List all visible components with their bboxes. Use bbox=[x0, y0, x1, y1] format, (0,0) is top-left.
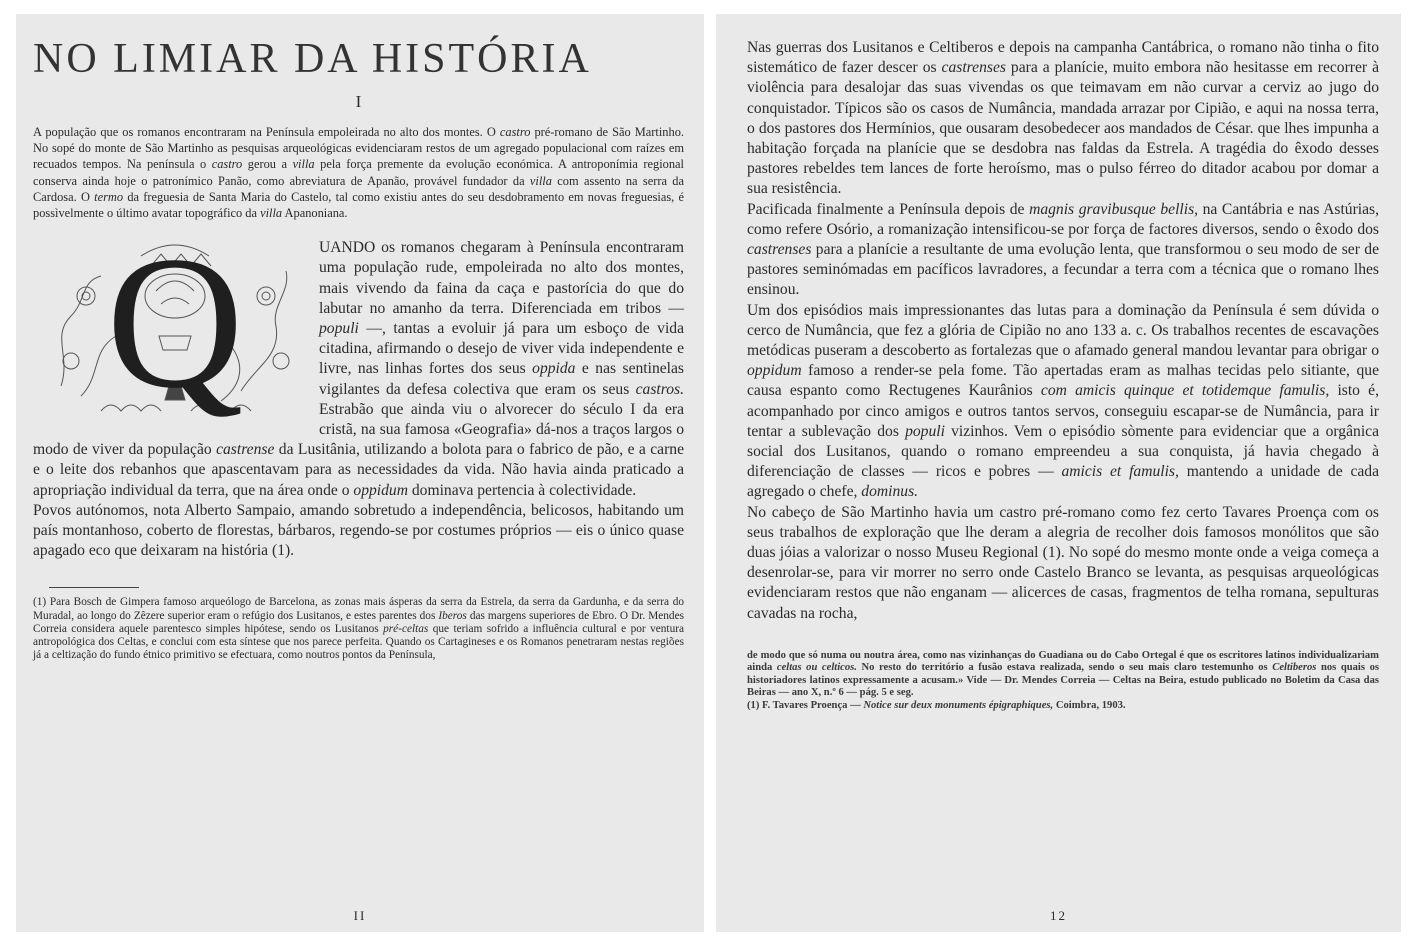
footnote-rule bbox=[49, 587, 139, 588]
footnote-continuation: de modo que só numa ou noutra área, como nas vizinhanças do Guadiana ou do Cabo Ortegal é que os escritores latinos individualizariam ainda celtas ou celticos. No resto do território a fusão estava realizada, sendo o seu mais claro testemunho os Celtiberos nos quais os historiadores latinos expressamente a acusam.» Vide — Dr. Mendes Correia — Celtas na Beira, estudo publicado no Boletim da Casa das Beiras — ano X, n.º 6 — pág. 5 e seg. bbox=[747, 649, 1379, 699]
footnote-1: (1) Para Bosch de Gimpera famoso arqueólogo de Barcelona, as zonas mais ásperas da serra da Estrela, da serra da Gardunha, e da serra do Muradal, ao longo do Zêzere superior eram o refúgio dos Lusitanos, e estes parentes dos Iberos das margens superiores de Ebro. O Dr. Mendes Correia considera aquele parentesco simples hipótese, sendo os Lusitanos pré-celtas que teriam sofrido a influência cultural e por ventura antropológica dos Celtas, e conclui com esta síntese que nos parece perfeita. Quando os Cartagineses e os Romanos penetraram nestas regiões já a celtização do fundo étnico primitivo se efectuara, como noutros pontos da Península, bbox=[33, 596, 684, 662]
ornamental-drop-cap bbox=[41, 236, 309, 424]
body-paragraph-1: UANDO os romanos chegaram à Península encontraram uma população rude, empoleirada no alto dos montes, mais vivendo da faina da caça e pastorícia do que do labutar no amanho da terra. Diferenciada em tribos — populi —, tantas a evoluir já para um esboço de vida citadina, afirmando o desejo de viver vida independente e livre, nas linhas fortes dos seus oppida e nas sentinelas vigilantes da defesa colectiva que eram os seus castros. Estrabão que ainda viu o alvorecer do século I da era cristã, na sua famosa «Geografia» dá-nos a traços largos o modo de viver da população castrense da Lusitânia, utilizando a bolota para o fabrico de pão, e a carne e o leite dos rebanhos que apascentavam para as necessidades da vida. Não havia ainda praticado a apropriação individual da terra, que na área onde o oppidum dominava pertencia à colectividade. bbox=[33, 239, 684, 499]
right-paragraph-2: Pacificada finalmente a Península depois de magnis gravibusque bellis, na Cantábria e nas Astúrias, como refere Osório, a romanização intensificou-se por força de factores diversos, sendo o êxodo dos castrenses para a planície a resultante de uma evolução lenta, que transformou o seu modo de ser de pastores seminómadas em pacíficos lavradores, a fecundar a terra com a técnica que o romano lhes ensinou. bbox=[747, 200, 1379, 299]
body-paragraph-2: Povos autónomos, nota Alberto Sampaio, amando sobretudo a independência, belicosos, habitando um país montanhoso, coberto de florestas, bárbaros, regendo-se por costumes próprios — eis o único quase apagado eco que deixaram na história (1). bbox=[33, 501, 684, 560]
left-page bbox=[16, 14, 704, 932]
right-paragraph-4: No cabeço de São Martinho havia um castro pré-romano como fez certo Tavares Proença com os seus trabalhos de exploração que lhe deram a alegria de recolher dois famosos monólitos que são duas jóias a valorizar o nosso Museu Regional (1). No sopé do mesmo monte onde a veiga começa a desenrolar-se, para vir morrer no serro onde Castelo Branco se levanta, as pesquisas arqueológicas evidenciaram restos que não enganam — alicerces de casas, fragmentos de telha romana, sepulturas cavadas na rocha, bbox=[747, 503, 1379, 622]
body-text bbox=[33, 238, 684, 561]
chapter-title: NO LIMIAR DA HISTÓRIA bbox=[33, 36, 592, 82]
right-paragraph-3: Um dos episódios mais impressionantes das lutas para a dominação da Península é sem dúvida o cerco de Numância, que fez a glória de Cipião no ano 133 a. c. Os trabalhos recentes de escavações metódicas puseram a descoberto as fortalezas que o afamado general mandou levantar para obrigar o oppidum famoso a render-se pela fome. Tão apertadas eram as malhas tecidas pelo sitiante, que causa espanto como Rectugenes Kaurânios com amicis quinque et totidemque famulis, isto é, acompanhado por cinco amigos e outros tantos servos, conseguiu escapar-se de Numância, para ir tentar a sublevação dos populi vizinhos. Vem o episódio sòmente para evidenciar que a orgânica social dos Lusitanos, quando o romano empreendeu a sua conquista, já havia chegado à diferenciação de classes — ricos e pobres — amicis et famulis, mantendo a unidade de cada agregado o chefe, dominus. bbox=[747, 301, 1380, 501]
right-paragraph-1: Nas guerras dos Lusitanos e Celtiberos e depois na campanha Cantábrica, o romano não tinha o fito sistemático de fazer descer os castrenses para a planície, muito embora não hesitasse em recorrer à violência para desalojar das suas vivendas os que teimavam em não curvar a cerviz ao jugo do conquistador. Típicos são os casos de Numância, mandada arrazar por Cipião, e aqui na nossa terra, o dos pastores dos Hermínios, que ousaram desobedecer aos mandados de César. que lhes impunha a habitação forçada na planície que se desdobra nas faldas da Estrela. A tragédia do êxodo desses pastores rebeldes tem lances de forte heroísmo, mas o pulso férreo do ditador acabou por domar a sua resistência. bbox=[747, 39, 1379, 198]
drop-cap-letter: Q bbox=[106, 236, 244, 425]
footnote-1-right: (1) F. Tavares Proença — Notice sur deux monuments épigraphiques, Coimbra, 1903. bbox=[747, 699, 1126, 711]
page-number: II bbox=[353, 908, 367, 923]
page-number-right: 12 bbox=[1050, 908, 1067, 923]
right-page bbox=[716, 14, 1401, 932]
section-number: I bbox=[355, 92, 362, 111]
chapter-summary: A população que os romanos encontraram na Península empoleirada no alto dos montes. O castro pré-romano de São Martinho. No sopé do monte de São Martinho as pesquisas arqueológicas evidenciaram restos de um agregado populacional com raízes em recuados tempos. Na península o castro gerou a villa pela força premente da evolução económica. A antroponímia regional conserva ainda hoje o patronímico Panão, como abreviatura de Apanão, provável fundador da villa com assento na serra da Cardosa. O termo da freguesia de Santa Maria do Castelo, tal como existiu antes do seu desdobramento em novas freguesias, é possìvelmente o último avatar topográfico da villa Apanoniana. bbox=[33, 125, 685, 221]
